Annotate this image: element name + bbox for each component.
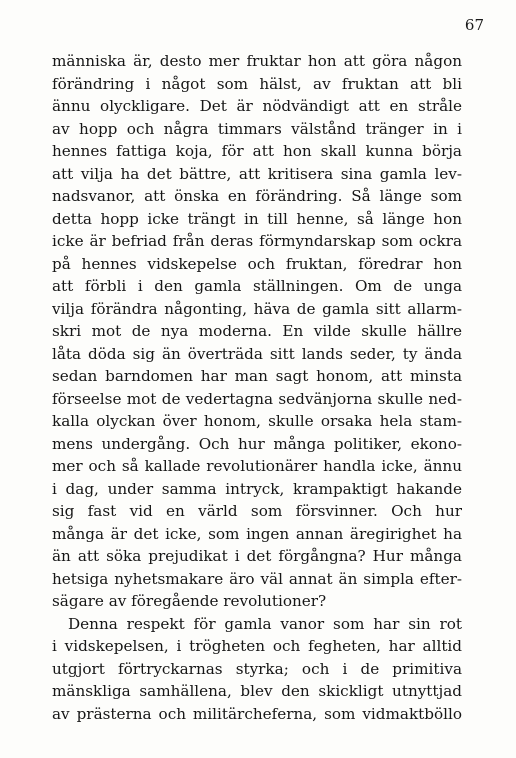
text-line: att förbli i den gamla ställningen. Om de unga: [52, 277, 462, 295]
text-line: förseelse mot de vedertagna sedvänjorna skulle ned-: [52, 389, 462, 408]
text-line: ännu olyckligare. Det är nödvändigt att en stråle: [52, 97, 462, 115]
text-line: av prästerna och militärcheferna, som vidmaktböllo: [52, 704, 462, 723]
text-line: förändring i något som hälst, av fruktan att bli: [52, 74, 462, 93]
text-line: hennes fattiga koja, för att hon skall kunna börja: [52, 142, 462, 160]
text-line: detta hopp icke trängt in till henne, så länge hon: [52, 209, 462, 228]
page-number: 67: [464, 16, 484, 34]
text-line: mer och så kallade revolutionärer handla icke, ännu: [52, 457, 462, 475]
text-line: mänskliga samhällena, blev den skickligt utnyttjad: [52, 682, 462, 700]
text-line: på hennes vidskepelse och fruktan, föredrar hon: [52, 254, 462, 273]
text-line: hetsiga nyhetsmakare äro väl annat än simpla efter-: [52, 569, 462, 588]
text-line: sedan barndomen har man sagt honom, att minsta: [52, 367, 462, 385]
text-line: av hopp och några timmars välstånd tränger in i: [52, 119, 462, 138]
paragraph-start-line: Denna respekt för gamla vanor som har sin rot: [68, 614, 462, 633]
text-line: kalla olyckan över honom, skulle orsaka hela stam-: [52, 412, 462, 430]
paragraph-end-line: sägare av föregående revolutioner?: [52, 592, 327, 610]
text-line: än att söka prejudikat i det förgångna? Hur många: [52, 547, 462, 565]
text-line: sig fast vid en värld som försvinner. Och hur: [52, 502, 462, 520]
text-line: vilja förändra någonting, häva de gamla sitt allarm-: [52, 299, 462, 318]
text-line: mens undergång. Och hur många politiker, ekono-: [52, 434, 462, 453]
text-line: människa är, desto mer fruktar hon att göra någon: [52, 52, 462, 70]
text-line: i dag, under samma intryck, krampaktigt hakande: [52, 479, 462, 498]
text-line: låta döda sig än överträda sitt lands seder, ty ända: [52, 344, 462, 363]
text-line: nadsvanor, att önska en förändring. Så länge som: [52, 187, 462, 205]
text-line: många är det icke, som ingen annan äregirighet ha: [52, 524, 462, 543]
text-line: i vidskepelsen, i trögheten och fegheten, har alltid: [52, 637, 462, 655]
text-line: utgjort förtryckarnas styrka; och i de primitiva: [52, 659, 462, 678]
text-line: att vilja ha det bättre, att kritisera sina gamla lev-: [52, 164, 462, 183]
body-text: [52, 50, 462, 725]
text-line: icke är befriad från deras förmyndarskap som ockra: [52, 232, 462, 250]
text-line: skri mot de nya moderna. En vilde skulle hällre: [52, 322, 462, 340]
